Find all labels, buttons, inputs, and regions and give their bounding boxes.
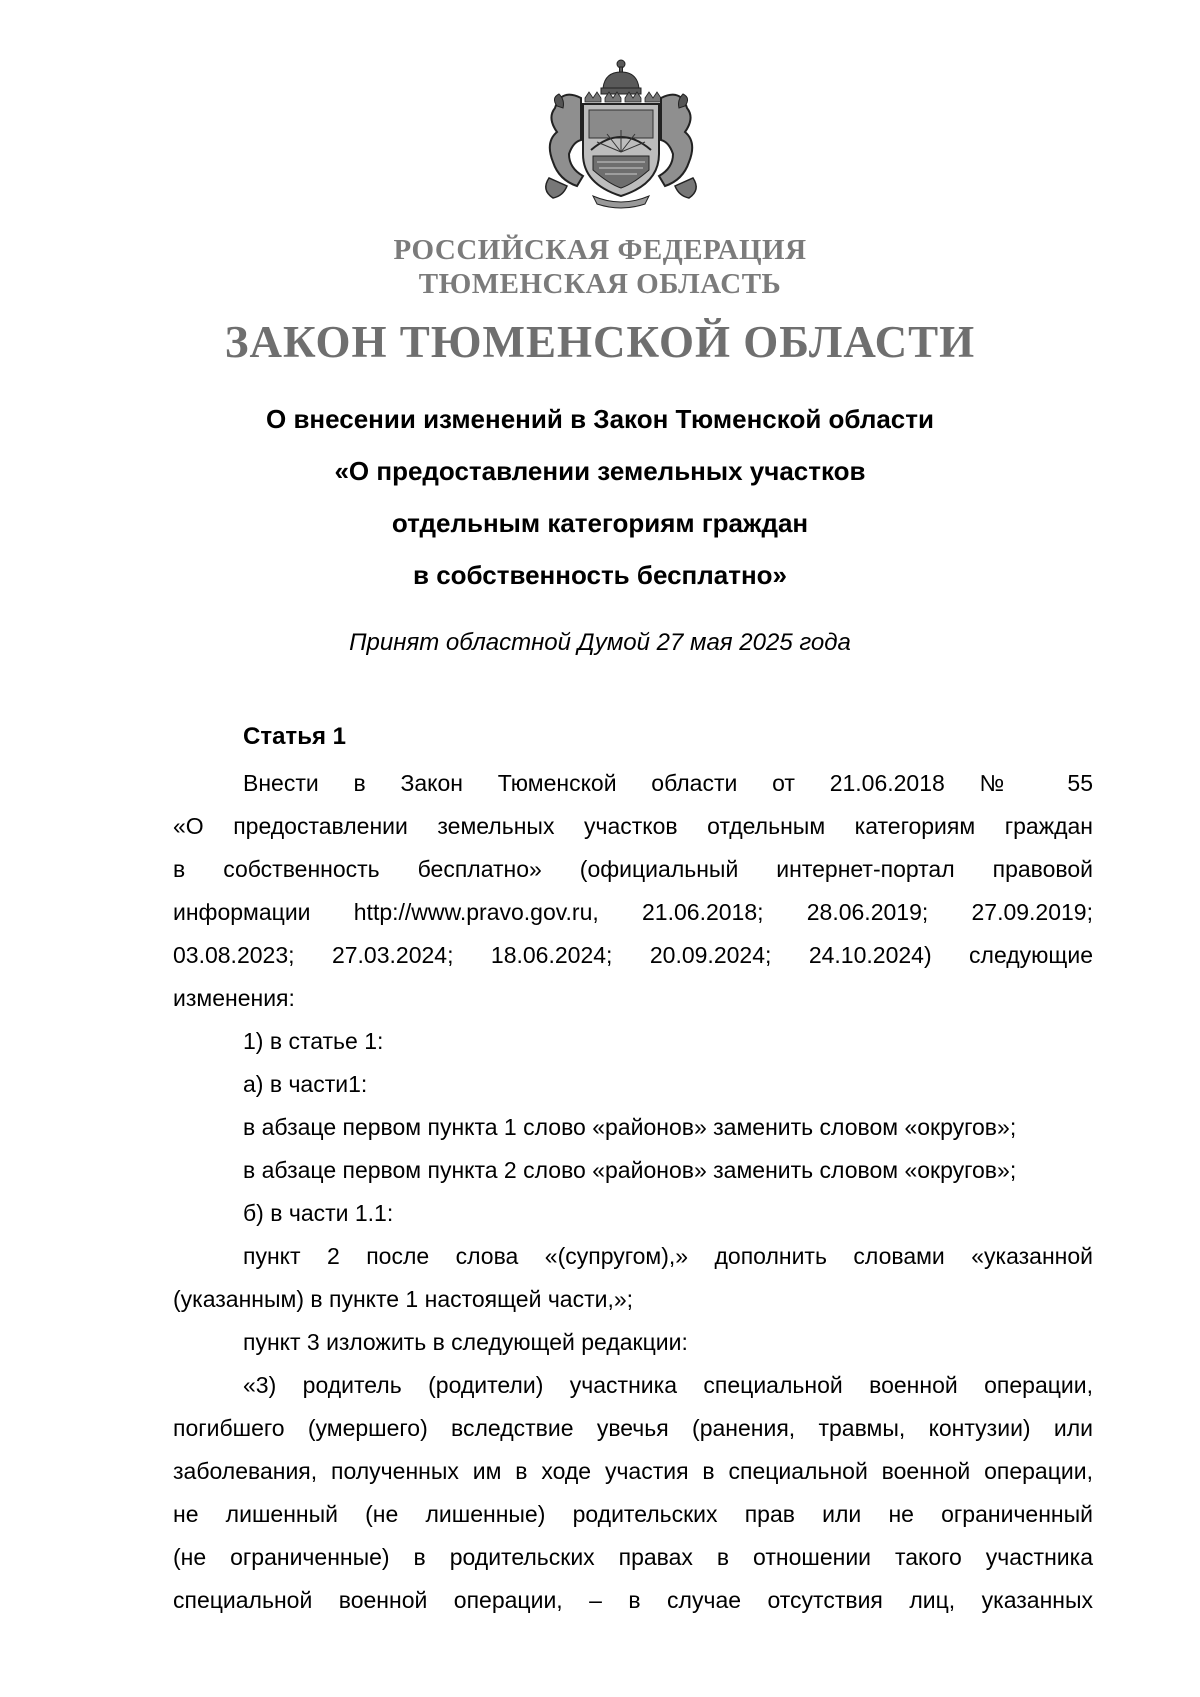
body-line: в абзаце первом пункта 2 слово «районов» заменить словом «округов»; <box>243 1157 1017 1183</box>
title-line: отдельным категориям граждан <box>391 508 809 538</box>
body-line: погибшего (умершего) вследствие увечья (ранения, травмы, контузии) или <box>173 1415 1093 1441</box>
body-line: пункт 3 изложить в следующей редакции: <box>243 1329 688 1355</box>
body-line: 1) в статье 1: <box>243 1028 384 1054</box>
body-line: Внести в Закон Тюменской области от 21.06.2018 № 55 <box>243 770 1093 796</box>
body-line: 03.08.2023; 27.03.2024; 18.06.2024; 20.09.2024; 24.10.2024) следующие <box>173 942 1093 968</box>
body-line: изменения: <box>173 985 295 1011</box>
body-line: а) в части1: <box>243 1071 368 1097</box>
region-heading: ТЮМЕНСКАЯ ОБЛАСТЬ <box>418 268 782 300</box>
body-line: «3) родитель (родители) участника специальной военной операции, <box>243 1372 1093 1398</box>
title-line: О внесении изменений в Закон Тюменской области <box>266 404 934 434</box>
title-line: «О предоставлении земельных участков <box>334 456 866 486</box>
body-line: (указанным) в пункте 1 настоящей части,»; <box>173 1286 634 1312</box>
document-title <box>0 393 1200 601</box>
body-line: не лишенный (не лишенные) родительских прав или не ограниченный <box>173 1501 1093 1527</box>
law-heading: ЗАКОН ТЮМЕНСКОЙ ОБЛАСТИ <box>224 317 976 367</box>
body-line: пункт 2 после слова «(супругом),» дополнить словами «указанной <box>243 1243 1093 1269</box>
body-line: б) в части 1.1: <box>243 1200 394 1226</box>
body-line: специальной военной операции, – в случае отсутствия лиц, указанных <box>173 1587 1093 1613</box>
federation-heading: РОССИЙСКАЯ ФЕДЕРАЦИЯ <box>393 234 807 266</box>
body-line: информации http://www.pravo.gov.ru, 21.06.2018; 28.06.2019; 27.09.2019; <box>173 899 1093 925</box>
body-line: (не ограниченные) в родительских правах в отношении такого участника <box>173 1544 1093 1570</box>
body-line: заболевания, полученных им в ходе участия в специальной военной операции, <box>173 1458 1093 1484</box>
title-line: в собственность бесплатно» <box>412 560 787 590</box>
adoption-note: Принят областной Думой 27 мая 2025 года <box>349 629 851 656</box>
article-heading: Статья 1 <box>243 723 346 750</box>
tyumen-coat-of-arms-emblem <box>533 58 709 210</box>
article-body <box>173 762 1093 1622</box>
body-line: «О предоставлении земельных участков отдельным категориям граждан <box>173 813 1093 839</box>
body-line: в абзаце первом пункта 1 слово «районов» заменить словом «округов»; <box>243 1114 1017 1140</box>
body-line: в собственность бесплатно» (официальный интернет-портал правовой <box>173 856 1093 882</box>
